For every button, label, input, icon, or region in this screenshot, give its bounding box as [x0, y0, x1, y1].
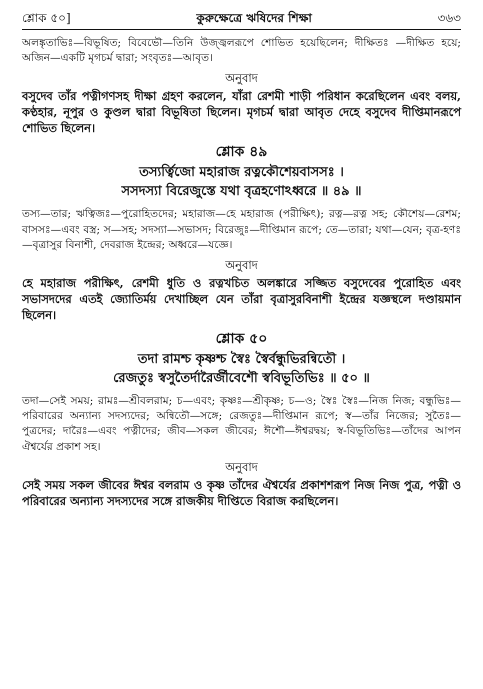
translation-verse-48: বসুদেব তাঁর পত্নীগণসহ দীক্ষা গ্রহণ করলেন, যাঁরা রেশমী শাড়ী পরিধান করেছিলেন এবং বলয়, কণ্ঠহার, নূপুর ও কুণ্ডল দ্বারা বিভূষিতা ছিলেন। মৃগচর্ম দ্বারা আবৃত দেহে বসুদেব দীপ্তিমানরূপে শোভিত ছিলেন।	[22, 89, 461, 136]
header-verse-ref: শ্লোক ৫০]	[22, 11, 71, 25]
translation-heading-49: অনুবাদ	[225, 258, 258, 273]
synonyms-verse-48: অলঙ্কৃতাভিঃ—বিভূষিত; বিবেভৌ—তিনি উজ্জ্বলরূপে শোভিত হয়েছিলেন; দীক্ষিতঃ —দীক্ষিত হয়ে; অজিন—একটি মৃগচর্ম দ্বারা; সংবৃতঃ—আবৃত।	[22, 37, 461, 65]
header-chapter-title: কুরুক্ষেত্রে ঋষিদের শিক্ষা	[196, 11, 312, 25]
verse-number-50: শ্লোক ৫০	[215, 331, 268, 348]
translation-heading-48: অনুবাদ	[225, 71, 258, 86]
header-rule	[22, 29, 461, 30]
verse-50-line-1: তদা রামশ্চ কৃষ্ণশ্চ স্বৈঃ স্বৈর্বন্ধুভিরন্বিতৌ ।	[137, 352, 346, 368]
verse-number-49: শ্লোক ৪৯	[215, 144, 268, 161]
synonyms-verse-50: তদা—সেই সময়; রামঃ—শ্রীবলরাম; চ—এবং; কৃষ্ণঃ—শ্রীকৃষ্ণ; চ—ও; স্বৈঃ স্বৈঃ—নিজ নিজ; বন্ধুভিঃ—পরিবারের অন্যান্য সদস্যদের; অন্বিতৌ—সঙ্গে; রেজতুঃ—দীপ্তিমান রূপে; স্ব—তাঁর নিজের; সুতৈঃ—পুত্রদের; দারৈঃ—এবং পত্নীদের; জীব—সকল জীবের; ঈশৌ—ঈশ্বরদ্বয়; স্ব-বিভূতিভিঃ—তাঁদের আপন ঐশ্বর্যের প্রকাশ সহ।	[22, 395, 461, 453]
verse-50-line-2: রেজতুঃ স্বসুতৈর্দারৈর্জীবেশৌ স্ববিভূতিভিঃ ॥ ৫০ ॥	[113, 371, 370, 387]
synonyms-verse-49: তস্য—তার; ঋত্বিজঃ—পুরোহিতদের; মহারাজ—হে মহারাজ (পরীক্ষিৎ); রত্ন—রত্ন সহ; কৌশেয়—রেশম; বাসসঃ—এবং বস্ত্র; স—সহ; সদস্যা—সভাসদ; বিরেজুঃ—দীপ্তিমান রূপে; তে—তারা; যথা—যেন; বৃত্র-হণঃ—বৃত্রাসুর বিনাশী, দেবরাজ ইন্দ্রের; অধ্বরে—যজ্ঞে।	[22, 208, 461, 251]
translation-heading-50: অনুবাদ	[225, 459, 258, 474]
verse-49-line-1: তস্যর্ত্বিজো মহারাজ রত্নকৌশেয়বাসসঃ ।	[139, 165, 344, 181]
header-page-number: ৩৬৩	[437, 11, 461, 25]
running-header	[22, 10, 461, 26]
verse-49-line-2: সসদস্যা বিরেজুস্তে যথা বৃত্রহণোঽধ্বরে ॥ ৪৯ ॥	[121, 184, 362, 200]
translation-verse-50: সেই সময় সকল জীবের ঈশ্বর বলরাম ও কৃষ্ণ তাঁদের ঐশ্বর্যের প্রকাশশরূপ নিজ নিজ পুত্র, পত্নী ও পরিবারের অন্যান্য সদস্যদের সঙ্গে রাজকীয় দীপ্তিতে বিরাজ করছিলেন।	[22, 477, 461, 508]
translation-verse-49: হে মহারাজ পরীক্ষিৎ, রেশমী ধুতি ও রত্নখচিত অলঙ্কারে সজ্জিত বসুদেবের পুরোহিত এবং সভাসদদের এতই জ্যোতির্ময় দেখাচ্ছিল যেন তাঁরা বৃত্রাসুরবিনাশী ইন্দ্রের যজ্ঞস্থলে দণ্ডায়মান ছিলেন।	[22, 276, 461, 323]
